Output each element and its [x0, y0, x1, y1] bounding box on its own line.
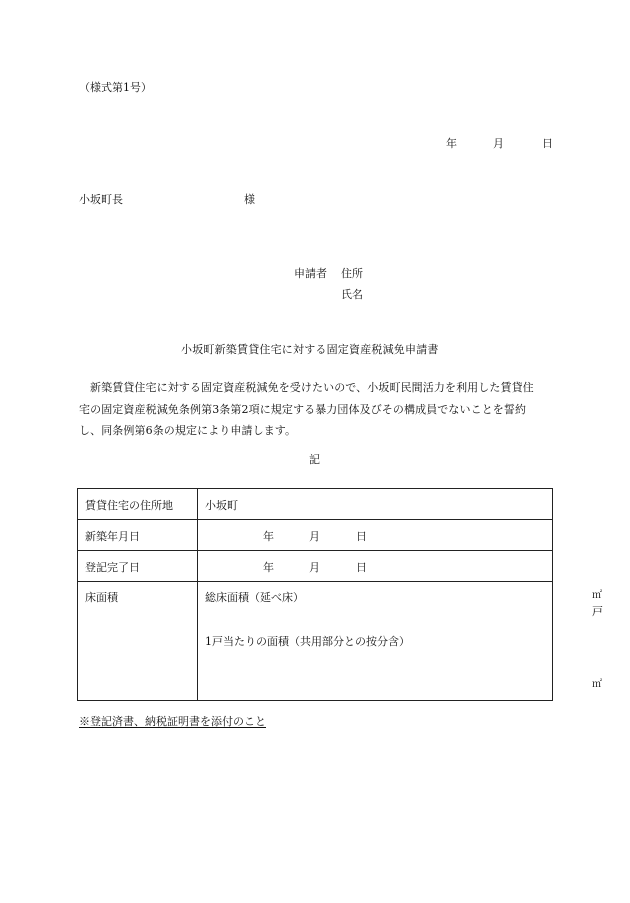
body-line: 新築賃貸住宅に対する固定資産税減免を受けたいので、小坂町民間活力を利用した賃貸住 — [90, 381, 534, 394]
month-label: 月 — [309, 561, 320, 574]
floor-area-value — [198, 582, 603, 701]
sqm-unit: ㎡ — [592, 590, 602, 601]
date-line — [446, 138, 556, 150]
date-month-label: 月 — [493, 137, 504, 150]
table-row — [78, 520, 553, 551]
row-label — [78, 582, 198, 701]
row-value — [198, 489, 553, 520]
date-day-label: 日 — [542, 137, 553, 150]
year-label: 年 — [263, 530, 274, 543]
dwelling-unit: 戸 — [592, 605, 603, 618]
detail-table — [77, 488, 603, 701]
day-label: 日 — [356, 561, 367, 574]
row-label — [78, 551, 198, 582]
address-value: 小坂町 — [205, 499, 238, 512]
floor-area-label: 床面積 — [85, 591, 118, 604]
registration-date-label: 登記完了日 — [85, 561, 140, 574]
registration-date-value — [198, 551, 553, 582]
body-line: し、同条例第6条の規定により申請します。 — [79, 424, 297, 437]
footnote: ※登記済書、納税証明書を添付のこと — [79, 715, 266, 728]
table-row — [78, 582, 553, 701]
row-label — [78, 489, 198, 520]
applicant-name-label: 氏名 — [341, 288, 363, 301]
year-label: 年 — [263, 561, 274, 574]
per-unit-area-label: 1戸当たりの面積（共用部分との按分含） — [205, 635, 410, 648]
date-year-label: 年 — [446, 137, 457, 150]
construction-date-value — [198, 520, 553, 551]
applicant-address-label: 住所 — [341, 267, 363, 280]
addressee-name: 小坂町長 — [79, 193, 123, 206]
body-text — [79, 377, 554, 442]
construction-date-label: 新築年月日 — [85, 530, 140, 543]
addressee-honorific: 様 — [244, 193, 255, 206]
sqm-unit-2: ㎡ — [592, 679, 602, 690]
address-label: 賃貸住宅の住所地 — [85, 499, 173, 512]
table-row — [78, 489, 553, 520]
row-label — [78, 520, 198, 551]
day-label: 日 — [356, 530, 367, 543]
body-line: 宅の固定資産税減免条例第3条第2項に規定する暴力団体及びその構成員でないことを誓約 — [79, 402, 527, 416]
document-title: 小坂町新築賃貸住宅に対する固定資産税減免申請書 — [181, 343, 439, 356]
total-area-label: 総床面積（延べ床） — [205, 591, 304, 604]
month-label: 月 — [309, 530, 320, 543]
ki-heading: 記 — [309, 453, 320, 466]
table-row — [78, 551, 553, 582]
applicant-label: 申請者 — [294, 267, 327, 280]
form-number: （様式第1号） — [79, 81, 152, 94]
